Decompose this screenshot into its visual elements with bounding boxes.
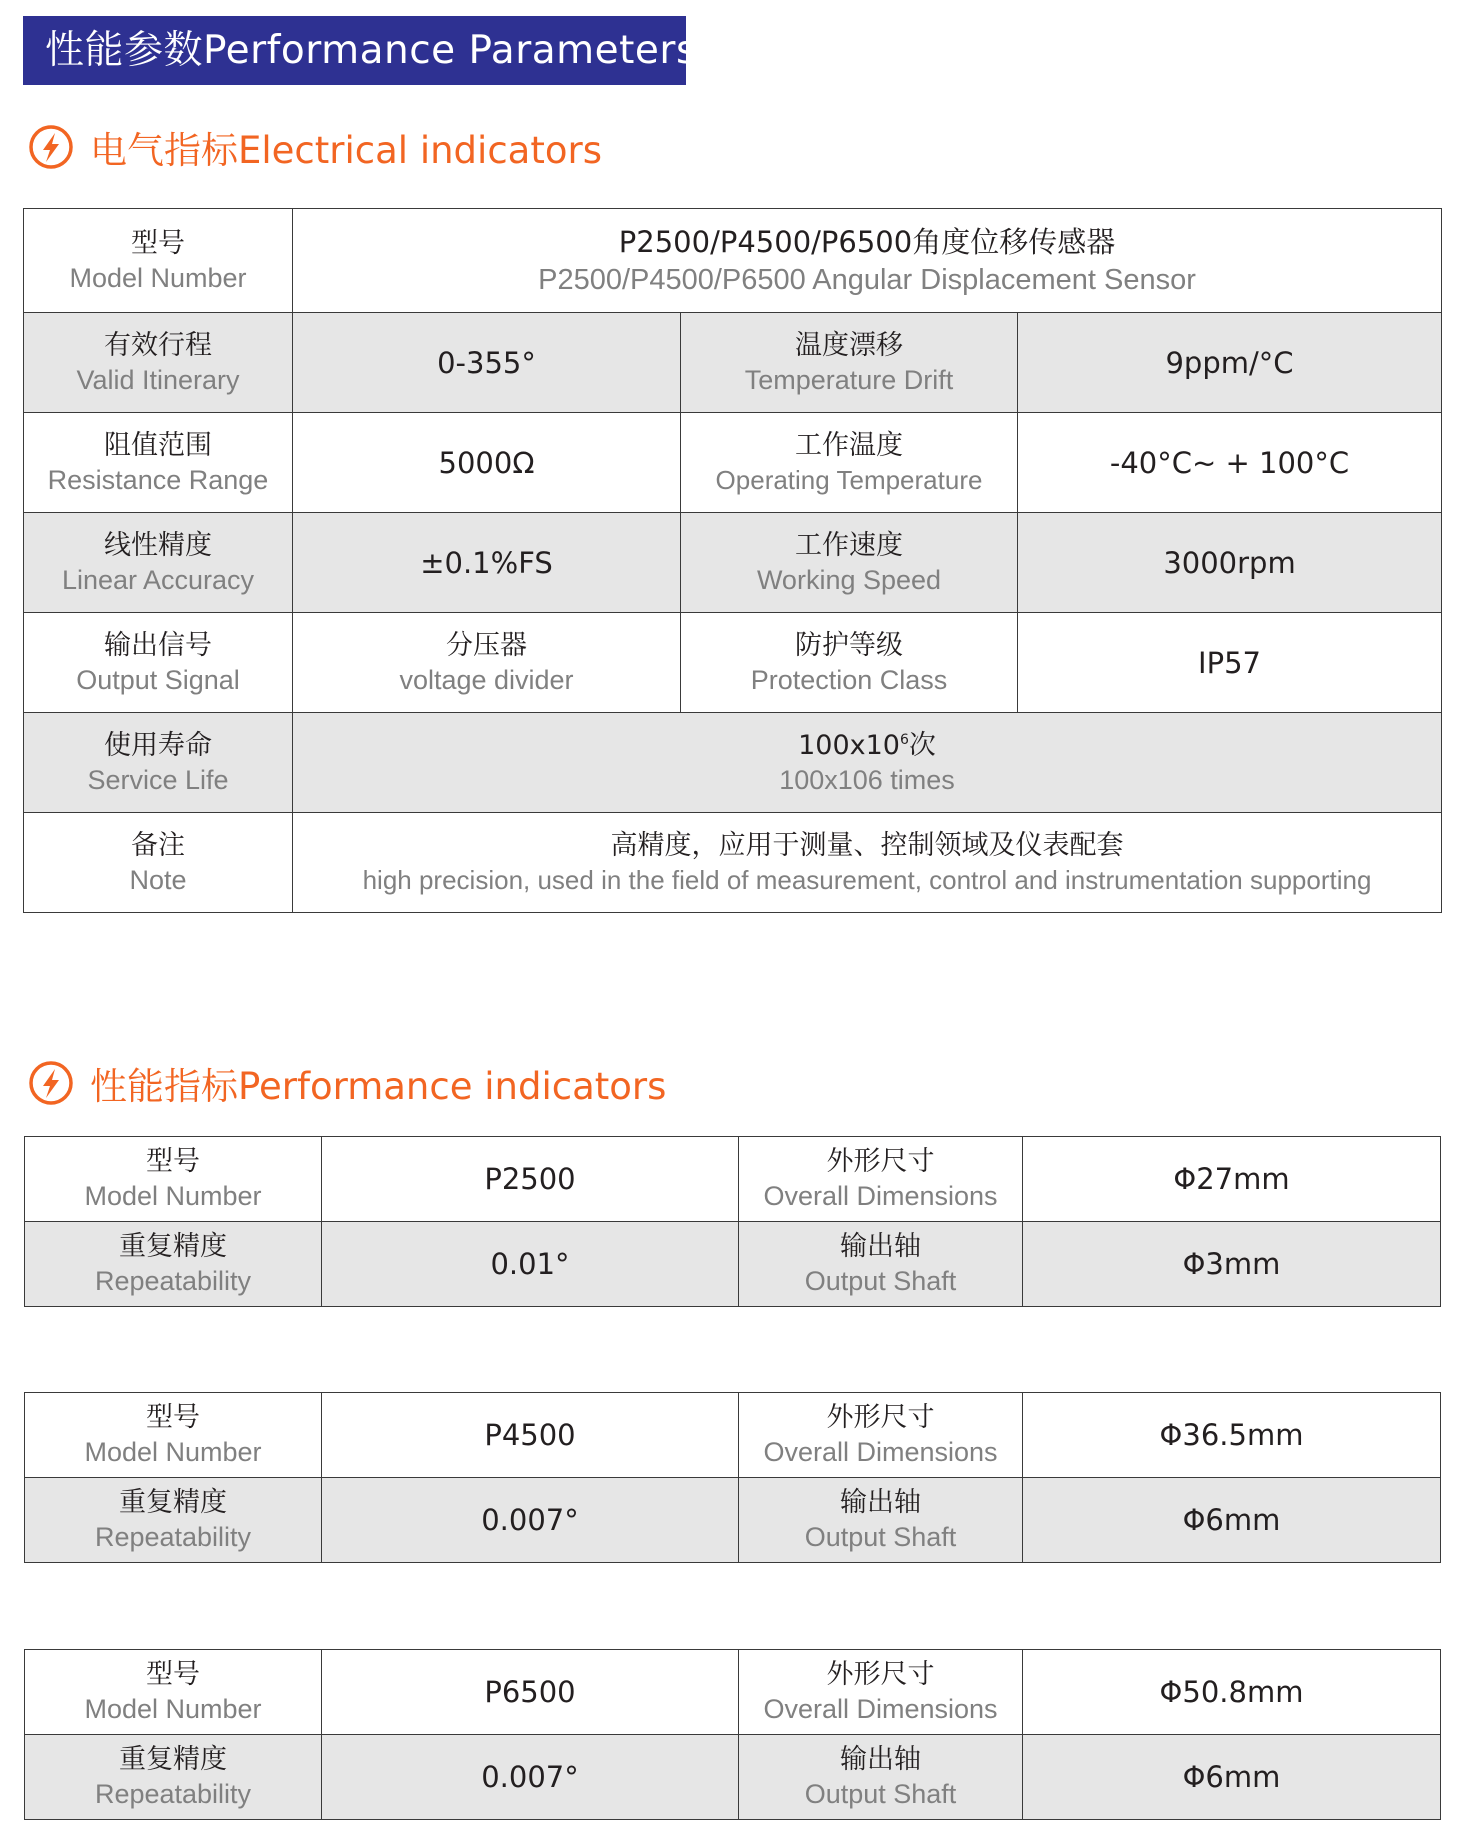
life-base: 100x10: [798, 729, 900, 761]
value-cell: [1023, 1735, 1441, 1820]
label-zh: 线性精度: [104, 529, 212, 561]
value-text: ±0.1%FS: [420, 545, 553, 580]
label-en: Repeatability: [94, 1779, 252, 1809]
label-en: Working Speed: [756, 564, 942, 595]
repeat-value: 0.007°: [481, 1760, 579, 1794]
life-suffix: 次: [908, 729, 936, 761]
value-text: IP57: [1198, 645, 1261, 680]
value-cell: [293, 613, 681, 713]
value-cell: [322, 1478, 739, 1563]
label-zh: 外形尺寸: [826, 1659, 935, 1690]
label-en: Repeatability: [94, 1522, 252, 1552]
value-cell: [1018, 413, 1442, 513]
label-zh: 阻值范围: [104, 429, 212, 461]
dims-value: Φ50.8mm: [1159, 1675, 1304, 1709]
value-en: voltage divider: [399, 664, 574, 695]
label-en: Valid Itinerary: [76, 364, 240, 395]
value-en: P2500/P4500/P6500 Angular Displacement Sensor: [538, 263, 1196, 296]
label-en: Note: [129, 864, 187, 895]
value-cell: [1023, 1478, 1441, 1563]
page-banner-title: 性能参数Performance Parameters: [23, 16, 686, 85]
label-cell: [25, 1222, 322, 1307]
shaft-value: Φ6mm: [1182, 1760, 1281, 1794]
label-cell: [739, 1137, 1023, 1222]
label-en: Output Signal: [76, 664, 240, 695]
label-zh: 外形尺寸: [826, 1402, 935, 1433]
label-zh: 使用寿命: [104, 729, 212, 761]
note-value-cell: [293, 813, 1442, 913]
label-cell: [24, 513, 293, 613]
table-row: [24, 713, 1442, 813]
label-en: Operating Temperature: [715, 464, 983, 495]
label-cell: [681, 313, 1018, 413]
label-zh: 重复精度: [119, 1231, 227, 1262]
value-cell: [322, 1735, 739, 1820]
dims-value: Φ27mm: [1173, 1162, 1290, 1196]
label-cell: [25, 1393, 322, 1478]
label-zh: 输出轴: [840, 1487, 921, 1518]
value-cell: [1018, 613, 1442, 713]
value-cell: [322, 1222, 739, 1307]
model-label-cell: [24, 209, 293, 313]
label-zh: 型号: [131, 227, 185, 259]
label-cell: [25, 1650, 322, 1735]
label-en: Resistance Range: [47, 464, 269, 495]
label-zh: 型号: [146, 1659, 200, 1690]
value-cell: [1023, 1137, 1441, 1222]
performance-table-p4500: [24, 1392, 1441, 1563]
table-row: [24, 209, 1442, 313]
note-value-en: high precision, used in the field of measurement, control and instrumentation supporting: [362, 864, 1372, 895]
note-value-zh: 高精度，应用于测量、控制领域及仪表配套: [610, 829, 1124, 861]
label-zh: 防护等级: [795, 629, 903, 661]
label-cell: [739, 1393, 1023, 1478]
lightning-circle-icon: [28, 124, 74, 170]
electrical-section-heading: [28, 122, 602, 172]
life-exponent: 6: [899, 731, 909, 748]
label-cell: [24, 413, 293, 513]
value-text: 3000rpm: [1163, 545, 1296, 580]
label-zh: 工作温度: [795, 429, 903, 461]
label-en: Output Shaft: [804, 1779, 957, 1809]
service-life-label-cell: [24, 713, 293, 813]
value-text: 5000Ω: [438, 445, 535, 480]
label-zh: 型号: [146, 1402, 200, 1433]
label-cell: [25, 1137, 322, 1222]
value-text: 0-355°: [437, 345, 536, 380]
label-en: Model Number: [84, 1694, 262, 1724]
performance-heading-text: 性能指标Performance indicators: [90, 1065, 667, 1108]
table-row: [25, 1393, 1441, 1478]
label-en: Protection Class: [750, 664, 948, 695]
value-cell: [322, 1650, 739, 1735]
service-life-value-cell: [293, 713, 1442, 813]
repeat-value: 0.007°: [481, 1503, 579, 1537]
performance-table-p2500: [24, 1136, 1441, 1307]
label-zh: 温度漂移: [795, 329, 903, 361]
label-en: Model Number: [84, 1437, 262, 1467]
electrical-heading-text: 电气指标Electrical indicators: [90, 129, 602, 172]
label-zh: 型号: [146, 1146, 200, 1177]
lightning-circle-icon: [28, 1060, 74, 1106]
label-zh: 有效行程: [104, 329, 212, 361]
label-cell: [25, 1478, 322, 1563]
label-zh: 重复精度: [119, 1487, 227, 1518]
note-label-cell: [24, 813, 293, 913]
label-cell: [739, 1735, 1023, 1820]
performance-table-p6500: [24, 1649, 1441, 1820]
label-zh: 重复精度: [119, 1744, 227, 1775]
service-life-value-en: 100x106 times: [779, 764, 955, 795]
table-row: [24, 413, 1442, 513]
value-cell: [322, 1393, 739, 1478]
value-cell: [1018, 313, 1442, 413]
label-zh: 外形尺寸: [826, 1146, 935, 1177]
model-value: P4500: [484, 1418, 576, 1452]
label-en: Temperature Drift: [744, 364, 954, 395]
label-cell: [681, 513, 1018, 613]
label-en: Overall Dimensions: [763, 1694, 998, 1724]
model-value-cell: [293, 209, 1442, 313]
label-cell: [24, 613, 293, 713]
value-zh: 分压器: [446, 629, 527, 661]
label-en: Linear Accuracy: [61, 564, 255, 595]
table-row: [24, 813, 1442, 913]
table-row: [24, 613, 1442, 713]
value-text: -40°C~ + 100°C: [1109, 445, 1350, 480]
label-cell: [739, 1222, 1023, 1307]
shaft-value: Φ6mm: [1182, 1503, 1281, 1537]
table-row: [25, 1735, 1441, 1820]
shaft-value: Φ3mm: [1182, 1247, 1281, 1281]
label-en: Output Shaft: [804, 1266, 957, 1296]
value-cell: [1018, 513, 1442, 613]
label-en: Overall Dimensions: [763, 1181, 998, 1211]
label-cell: [739, 1478, 1023, 1563]
performance-section-heading: [28, 1058, 666, 1108]
dims-value: Φ36.5mm: [1159, 1418, 1304, 1452]
value-cell: [293, 313, 681, 413]
label-zh: 输出信号: [104, 629, 212, 661]
value-cell: [322, 1137, 739, 1222]
model-value: P2500: [484, 1162, 576, 1196]
label-cell: [25, 1735, 322, 1820]
table-row: [25, 1650, 1441, 1735]
label-cell: [681, 613, 1018, 713]
value-zh: P2500/P4500/P6500角度位移传感器: [618, 224, 1116, 259]
label-en: Model Number: [69, 262, 247, 293]
label-en: Repeatability: [94, 1266, 252, 1296]
value-cell: [293, 413, 681, 513]
label-en: Service Life: [87, 764, 229, 795]
label-zh: 备注: [131, 829, 185, 861]
value-cell: [1023, 1393, 1441, 1478]
label-en: Model Number: [84, 1181, 262, 1211]
label-cell: [739, 1650, 1023, 1735]
table-row: [25, 1478, 1441, 1563]
value-text: 9ppm/°C: [1165, 345, 1294, 380]
electrical-indicators-table: [23, 208, 1442, 913]
table-row: [24, 313, 1442, 413]
value-cell: [1023, 1222, 1441, 1307]
table-row: [25, 1222, 1441, 1307]
label-zh: 输出轴: [840, 1231, 921, 1262]
label-en: Overall Dimensions: [763, 1437, 998, 1467]
repeat-value: 0.01°: [490, 1247, 570, 1281]
value-cell: [293, 513, 681, 613]
table-row: [25, 1137, 1441, 1222]
label-cell: [681, 413, 1018, 513]
value-cell: [1023, 1650, 1441, 1735]
label-zh: 输出轴: [840, 1744, 921, 1775]
table-row: [24, 513, 1442, 613]
model-value: P6500: [484, 1675, 576, 1709]
label-en: Output Shaft: [804, 1522, 957, 1552]
label-cell: [24, 313, 293, 413]
service-life-value: [293, 729, 1441, 763]
label-zh: 工作速度: [795, 529, 903, 561]
